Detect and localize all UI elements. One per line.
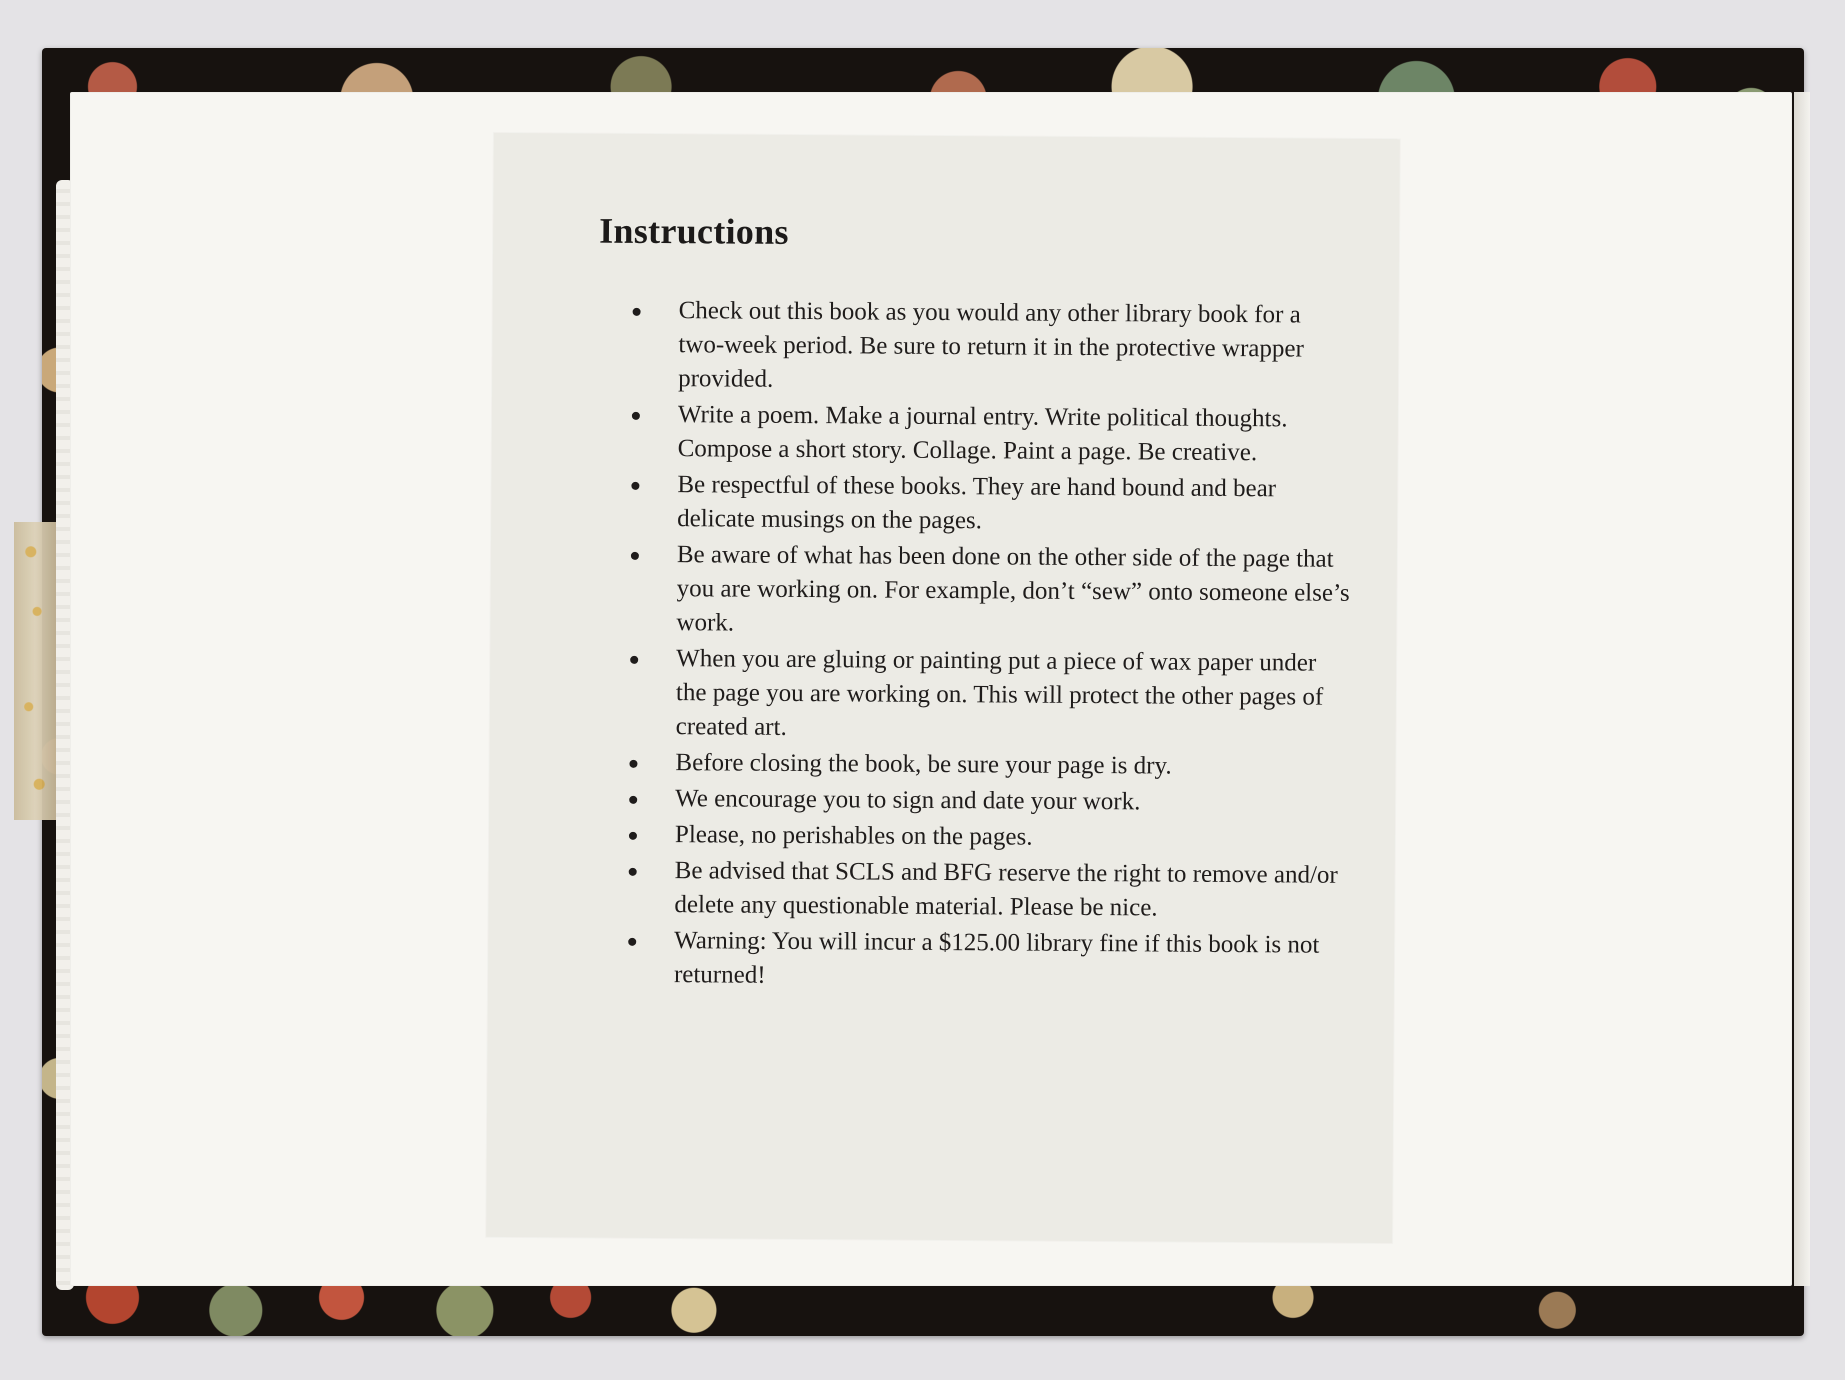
list-item-text: Be advised that SCLS and BFG reserve the right to remove and/or delete any questionable material. Please be nice. [674,857,1338,922]
list-item [591,468,1351,541]
bullet-icon [629,868,637,876]
list-item [588,854,1348,927]
list-item-text: Check out this book as you would any other library book for a two-week period. Be sure to return it in the protective wrapper provided. [678,297,1304,393]
bullet-icon [630,656,638,664]
bullet-icon [631,482,639,490]
page-gutter [1794,92,1810,1286]
list-item-text: Please, no perishables on the pages. [674,821,1033,851]
instructions-sheet [486,133,1400,1243]
bullet-icon [633,308,641,316]
bullet-icon [632,412,640,420]
bullet-icon [629,832,637,840]
bullet-icon [631,552,639,560]
list-item-text: Before closing the book, be sure your page is dry. [675,749,1172,780]
list-item-text: We encourage you to sign and date your work. [675,785,1141,816]
list-item-text: Write a poem. Make a journal entry. Write political thoughts. Compose a short story. Collage. Paint a page. Be creative. [677,401,1288,467]
bullet-icon [629,760,637,768]
instructions-list [588,294,1353,999]
list-item-text: When you are gluing or painting put a piece of wax paper under the page you are working on. This will protect the other pages of created art. [675,645,1324,741]
list-item-text: Warning: You will incur a $125.00 library fine if this book is not returned! [673,927,1320,989]
bullet-icon [629,796,637,804]
list-item [588,924,1348,997]
list-item [589,782,1349,821]
ribbon-bookmark [14,522,56,820]
list-item [590,642,1351,749]
list-item-text: Be respectful of these books. They are hand bound and bear delicate musings on the pages. [677,471,1277,535]
list-item [589,818,1349,857]
list-item [592,398,1352,471]
list-item [589,746,1349,785]
list-item [592,294,1353,401]
instructions-title: Instructions [599,210,789,252]
bullet-icon [628,938,636,946]
list-item-text: Be aware of what has been done on the other side of the page that you are working on. For example, don’t “sew” onto someone else’s work. [676,541,1350,637]
list-item [590,538,1351,645]
